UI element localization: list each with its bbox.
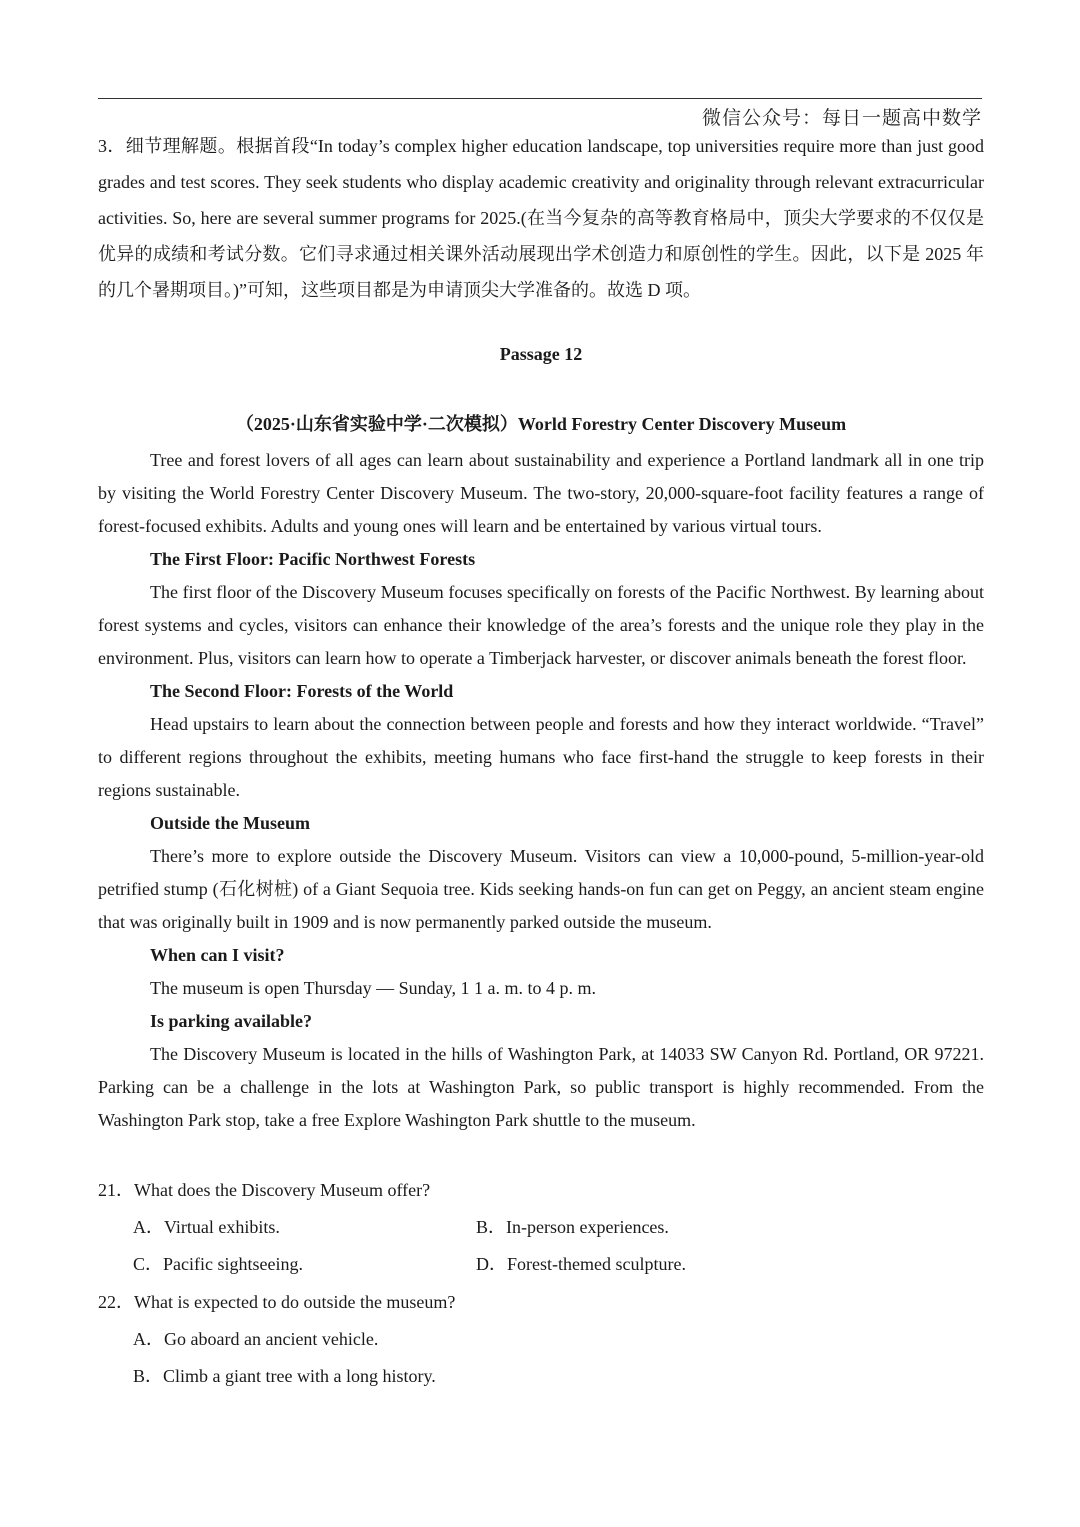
- q21-option-b: B．In-person experiences.: [476, 1217, 669, 1237]
- section-paragraph: The Discovery Museum is located in the hills of Washington Park, at 14033 SW Canyon Rd. Portland, OR 97221. Parking can be a challenge in the lots at Washington Park, so public transport is highly recommended. From the Washington Park stop, take a free Explore Washington Park shuttle to the museum.: [98, 1044, 984, 1130]
- answer-explanation-3: 3．细节理解题。根据首段“In today’s complex higher education landscape, top universities require more than just good grades and test scores. They seek students who display academic creativity and originality through relevant extracurricular activities. So, here are several summer programs for 2025.(在当今复杂的高等教育格局中，顶尖大学要求的不仅仅是优异的成绩和考试分数。它们寻求通过相关课外活动展现出学术创造力和原创性的学生。因此，以下是 2025 年的几个暑期项目。)”可知，这些项目都是为申请顶尖大学准备的。故选 D 项。: [98, 136, 984, 300]
- intro-paragraph: Tree and forest lovers of all ages can learn about sustainability and experience a Portland landmark all in one trip by visiting the World Forestry Center Discovery Museum. The two-story, 20,000-square-foot facility features a range of forest-focused exhibits. Adults and young ones will learn and be entertained by various virtual tours.: [98, 450, 984, 536]
- q22-option-a: A．Go aboard an ancient vehicle.: [133, 1329, 379, 1349]
- q21-option-c: C．Pacific sightseeing.: [133, 1254, 303, 1274]
- q21-option-a: A．Virtual exhibits.: [133, 1217, 280, 1237]
- passage-title: Passage 12: [499, 344, 583, 364]
- section-heading: Is parking available?: [150, 1011, 313, 1031]
- question-21-stem: 21．What does the Discovery Museum offer?: [98, 1180, 431, 1200]
- section-heading: When can I visit?: [150, 945, 285, 965]
- header-watermark: 微信公众号：每日一题高中数学: [701, 108, 982, 129]
- question-22-stem: 22．What is expected to do outside the museum?: [98, 1292, 456, 1312]
- q22-option-b: B．Climb a giant tree with a long history.: [133, 1366, 436, 1386]
- section-paragraph: The first floor of the Discovery Museum focuses specifically on forests of the Pacific Northwest. By learning about forest systems and cycles, visitors can enhance their knowledge of the area’s forests and the unique role they play in the environment. Plus, visitors can learn how to operate a Timberjack harvester, or discover animals beneath the forest floor.: [98, 582, 984, 668]
- section-heading: The First Floor: Pacific Northwest Forests: [150, 549, 476, 569]
- article-body: [98, 444, 984, 1137]
- section-paragraph: Head upstairs to learn about the connection between people and forests and how they interact worldwide. “Travel” to different regions throughout the exhibits, meeting humans who face first-hand the struggle to keep forests in their regions sustainable.: [98, 714, 984, 800]
- q21-option-d: D．Forest-themed sculpture.: [476, 1254, 686, 1274]
- section-heading: Outside the Museum: [150, 813, 311, 833]
- header-rule: [98, 98, 982, 99]
- section-heading: The Second Floor: Forests of the World: [150, 681, 454, 701]
- article-title: （2025·山东省实验中学·二次模拟）World Forestry Center Discovery Museum: [235, 414, 847, 434]
- section-paragraph: There’s more to explore outside the Discovery Museum. Visitors can view a 10,000-pound, 5-million-year-old petrified stump (石化树桩) of a Giant Sequoia tree. Kids seeking hands-on fun can get on Peggy, an ancient steam engine that was originally built in 1909 and is now permanently parked outside the museum.: [98, 846, 984, 932]
- section-paragraph: The museum is open Thursday — Sunday, 1 1 a. m. to 4 p. m.: [150, 978, 596, 998]
